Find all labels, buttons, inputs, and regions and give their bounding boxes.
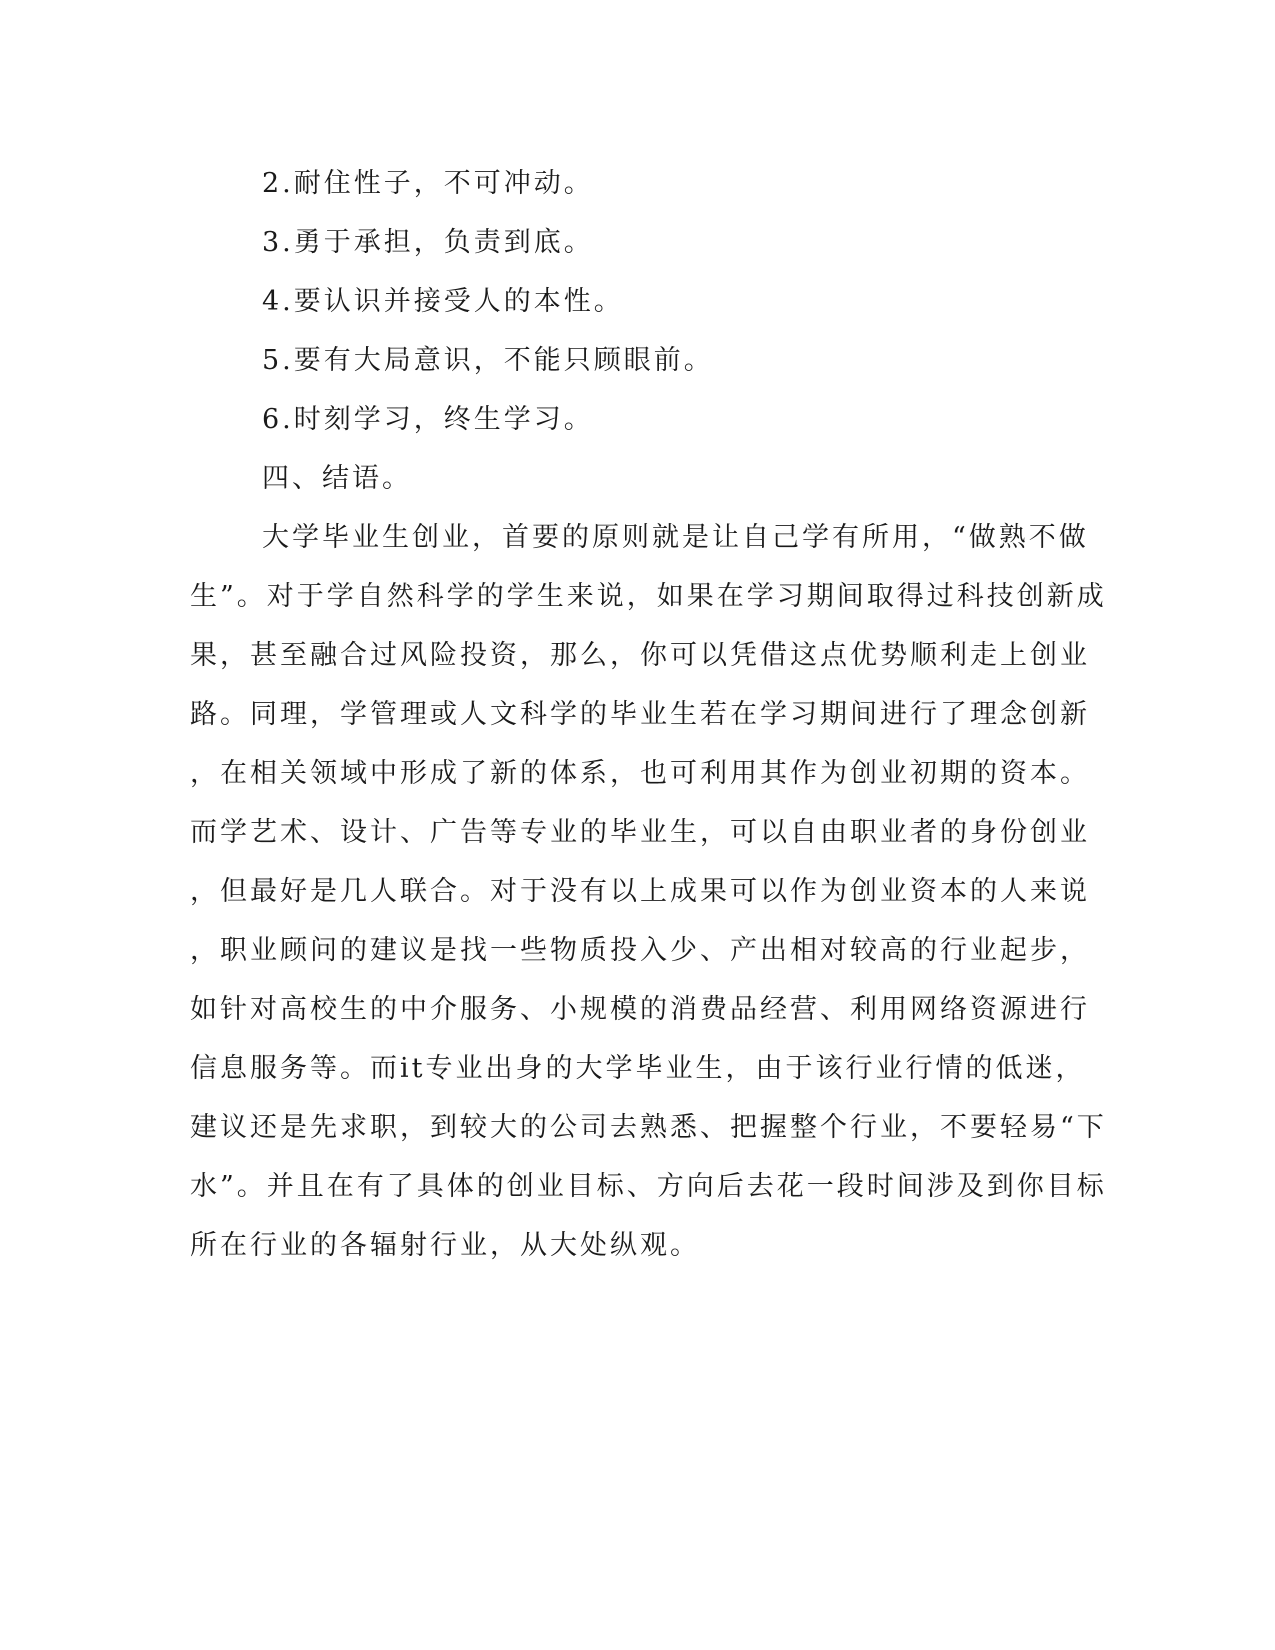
list-item: 3.勇于承担，负责到底。: [262, 227, 594, 258]
list-item: 5.要有大局意识，不能只顾眼前。: [262, 345, 714, 376]
paragraph-line: 信息服务等。而it专业出身的大学毕业生，由于该行业行情的低迷，: [190, 1053, 1086, 1084]
paragraph-line: 而学艺术、设计、广告等专业的毕业生，可以自由职业者的身份创业: [190, 817, 1090, 848]
paragraph-line: 果，甚至融合过风险投资，那么，你可以凭借这点优势顺利走上创业: [190, 640, 1090, 671]
paragraph-line: 生”。对于学自然科学的学生来说，如果在学习期间取得过科技创新成: [190, 581, 1107, 612]
paragraph-line: 所在行业的各辐射行业，从大处纵观。: [190, 1230, 700, 1261]
list-item: 4.要认识并接受人的本性。: [262, 286, 624, 317]
paragraph-line: 水”。并且在有了具体的创业目标、方向后去花一段时间涉及到你目标: [190, 1171, 1107, 1202]
paragraph-line: 大学毕业生创业，首要的原则就是让自己学有所用，“做熟不做: [262, 522, 1089, 553]
paragraph-line: ，在相关领域中形成了新的体系，也可利用其作为创业初期的资本。: [190, 758, 1090, 789]
list-item: 6.时刻学习，终生学习。: [262, 404, 594, 435]
paragraph-line: ，职业顾问的建议是找一些物质投入少、产出相对较高的行业起步，: [190, 935, 1090, 966]
paragraph-line: ，但最好是几人联合。对于没有以上成果可以作为创业资本的人来说: [190, 876, 1090, 907]
paragraph-line: 建议还是先求职，到较大的公司去熟悉、把握整个行业，不要轻易“下: [190, 1112, 1107, 1143]
list-item: 2.耐住性子，不可冲动。: [262, 168, 594, 199]
section-heading: 四、结语。: [262, 463, 412, 494]
paragraph-line: 路。同理，学管理或人文科学的毕业生若在学习期间进行了理念创新: [190, 699, 1090, 730]
paragraph-line: 如针对高校生的中介服务、小规模的消费品经营、利用网络资源进行: [190, 994, 1090, 1025]
